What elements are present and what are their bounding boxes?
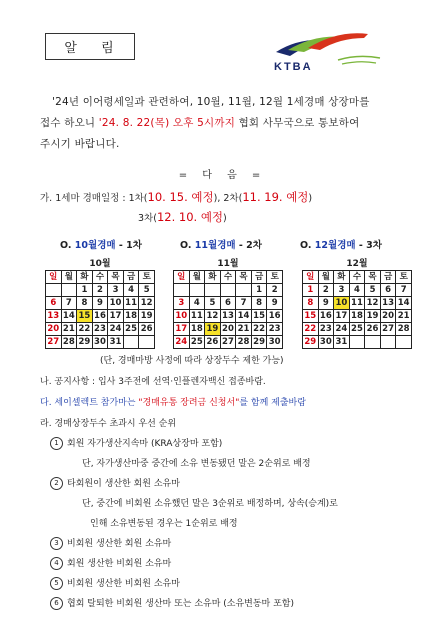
priority-text: 단, 자가생산마중 중간에 소유 변동됐던 말은 2순위로 배정 [82, 459, 311, 469]
weekday-cell: 화 [334, 271, 350, 284]
day-cell: 14 [397, 297, 410, 308]
weekday-cell: 화 [77, 271, 93, 284]
day-cell: 7 [61, 297, 77, 310]
day-cell: 1 [77, 284, 93, 297]
weekday-cell: 일 [174, 271, 190, 284]
day-cell: 26 [140, 323, 153, 334]
day-cell: 12 [366, 297, 379, 308]
priority-text: 비회원 생산한 회원 소유마 [67, 539, 172, 549]
heading-mark: O. [60, 240, 72, 251]
day-cell [349, 336, 365, 349]
day-cell: 15 [304, 310, 317, 321]
priority-item [50, 476, 180, 490]
day-cell: 28 [62, 336, 75, 347]
intro-paragraph [40, 92, 420, 155]
day-cell: 2 [267, 284, 283, 297]
calendar-october [45, 259, 155, 349]
priority-item [90, 516, 238, 529]
notice-title: 알 림 [45, 33, 135, 60]
day-cell: 26 [366, 323, 379, 334]
day-cell: 1 [251, 284, 267, 297]
day-cell: 20 [382, 310, 395, 321]
day-cell: 23 [94, 323, 106, 334]
day-cell: 21 [237, 323, 250, 334]
intro-line-2 [40, 113, 420, 134]
item-da-prefix: 다. 세이셀렉트 참가마는 [40, 398, 139, 408]
day-cell: 30 [94, 336, 106, 347]
day-cell: 17 [335, 310, 348, 321]
auction-day-cell: 15 [78, 310, 91, 321]
day-cell: 20 [222, 323, 234, 334]
schedule-third-suffix: ) [223, 213, 227, 224]
day-cell: 8 [303, 297, 319, 310]
day-cell: 8 [251, 297, 267, 310]
heading-mark: O. [300, 240, 312, 251]
priority-item [50, 436, 222, 450]
item-na: 나. 공지사항 : 입사 3주전에 선역·인플렌자백신 접종바람. [40, 377, 266, 387]
weekday-cell: 토 [267, 271, 283, 284]
day-cell: 13 [222, 310, 234, 321]
weekday-cell: 금 [251, 271, 267, 284]
day-cell: 3 [334, 284, 350, 297]
day-cell: 16 [268, 310, 281, 321]
priority-number-icon: 3 [50, 537, 63, 550]
priority-number-icon: 5 [50, 577, 63, 590]
schedule-second: 11. 19. 예정 [242, 190, 309, 204]
day-cell: 17 [109, 310, 122, 321]
deadline-text: '24. 8. 22(목) 오후 5시까지 [98, 117, 236, 129]
day-cell: 18 [190, 323, 203, 334]
day-cell: 22 [253, 323, 266, 334]
heading-round: - 3차 [355, 240, 382, 251]
auction-day-cell: 19 [206, 323, 219, 334]
day-cell: 3 [174, 297, 190, 310]
calendar-grid [45, 270, 155, 349]
item-ra: 라. 경매상장두수 초과시 우선 순위 [40, 419, 177, 429]
calendar-grid [302, 270, 412, 349]
day-cell: 24 [175, 336, 188, 347]
day-cell: 4 [349, 284, 365, 297]
intro-line-3: 주시기 바랍니다. [40, 138, 120, 150]
weekday-cell: 금 [380, 271, 396, 284]
weekday-cell: 목 [108, 271, 124, 284]
priority-text: 비회원 생산한 비회원 소유마 [67, 579, 180, 589]
day-cell: 27 [222, 336, 234, 347]
priority-item [82, 456, 311, 469]
intro-line-2-end: 협회 사무국으로 통보하여 [235, 117, 360, 129]
day-cell: 2 [92, 284, 108, 297]
day-cell: 23 [268, 323, 281, 334]
weekday-cell: 화 [205, 271, 221, 284]
day-cell: 25 [125, 323, 138, 334]
priority-number-icon: 1 [50, 437, 63, 450]
day-cell: 16 [319, 310, 332, 321]
day-cell: 20 [47, 323, 60, 334]
day-cell: 17 [175, 323, 188, 334]
schedule-prefix: 가. 1세마 경매일정 : 1차( [40, 193, 148, 204]
day-cell: 13 [47, 310, 60, 321]
day-cell: 5 [205, 297, 221, 310]
weekday-cell: 수 [92, 271, 108, 284]
day-cell: 7 [236, 297, 252, 310]
day-cell [61, 284, 77, 297]
day-cell: 8 [77, 297, 93, 310]
day-cell [174, 284, 190, 297]
day-cell: 24 [335, 323, 348, 334]
priority-item [50, 536, 171, 550]
priority-number-icon: 6 [50, 597, 63, 610]
day-cell: 5 [139, 284, 155, 297]
day-cell: 11 [351, 297, 363, 308]
day-cell: 7 [396, 284, 412, 297]
day-cell: 31 [335, 336, 348, 347]
day-cell: 6 [380, 284, 396, 297]
schedule-line-2 [138, 209, 227, 225]
day-cell: 5 [365, 284, 381, 297]
day-cell [365, 336, 381, 349]
day-cell: 29 [304, 336, 317, 347]
day-cell: 4 [189, 297, 205, 310]
calendar-month-name: 10월 [89, 259, 111, 269]
day-cell: 10 [175, 310, 188, 321]
day-cell: 19 [140, 310, 153, 321]
calendar-month-name: 12월 [346, 259, 368, 269]
item-da-suffix: 를 함께 제출바람 [239, 398, 306, 408]
day-cell [220, 284, 236, 297]
priority-text: 인해 소유변동된 경우는 1순위로 배정 [90, 519, 238, 529]
schedule-first: 10. 15. 예정 [147, 190, 214, 204]
day-cell: 29 [253, 336, 266, 347]
schedule-third-prefix: 3차( [138, 213, 157, 224]
calendar-heading-3 [300, 237, 382, 251]
day-cell: 25 [351, 323, 363, 334]
weekday-cell: 목 [365, 271, 381, 284]
schedule-third: 12. 10. 예정 [156, 210, 224, 224]
day-cell [236, 284, 252, 297]
schedule-line-1 [40, 189, 312, 205]
heading-round: - 2차 [235, 240, 262, 251]
day-cell: 3 [108, 284, 124, 297]
item-da-quote: "경매유통 장려금 신청서" [138, 398, 240, 408]
calendar-december [302, 259, 412, 349]
weekday-cell: 월 [61, 271, 77, 284]
weekday-cell: 토 [396, 271, 412, 284]
weekday-cell: 토 [139, 271, 155, 284]
calendar-caption: (단, 경매마방 사정에 따라 상장두수 제한 가능) [100, 356, 284, 366]
day-cell: 27 [382, 323, 395, 334]
day-cell [396, 336, 412, 349]
weekday-cell: 월 [318, 271, 334, 284]
day-cell: 25 [190, 336, 203, 347]
day-cell: 18 [351, 310, 363, 321]
day-cell: 11 [125, 297, 138, 308]
weekday-cell: 일 [303, 271, 319, 284]
day-cell: 14 [237, 310, 250, 321]
day-cell: 12 [140, 297, 153, 308]
priority-number-icon: 2 [50, 477, 63, 490]
calendar-heading-2 [180, 237, 262, 251]
intro-line-2-start: 접수 하오니 [40, 117, 99, 129]
day-cell: 12 [206, 310, 219, 321]
day-cell: 29 [78, 336, 91, 347]
priority-text: 회원 자가생산지속마 (KRA상장마 포함) [67, 439, 223, 449]
priority-text: 단, 중간에 비회원 소유했던 말은 3순위로 배정하며, 상속(승계)로 [82, 499, 338, 509]
day-cell: 9 [267, 297, 283, 310]
day-cell: 6 [46, 297, 62, 310]
section-divider-dadum: = 다 음 = [178, 170, 267, 181]
day-cell [380, 336, 396, 349]
day-cell: 27 [47, 336, 60, 347]
weekday-cell: 목 [236, 271, 252, 284]
priority-text: 타회원이 생산한 회원 소유마 [67, 479, 180, 489]
day-cell: 26 [206, 336, 219, 347]
priority-item [50, 556, 171, 570]
day-cell [189, 284, 205, 297]
schedule-mid2: ) [308, 193, 313, 204]
day-cell: 18 [125, 310, 138, 321]
priority-number-icon: 4 [50, 557, 63, 570]
weekday-cell: 일 [46, 271, 62, 284]
heading-month: 12월경매 [314, 240, 356, 251]
priority-item [82, 496, 338, 509]
day-cell: 14 [62, 310, 75, 321]
day-cell: 19 [366, 310, 379, 321]
day-cell: 28 [397, 323, 410, 334]
day-cell: 31 [109, 336, 122, 347]
weekday-cell: 월 [189, 271, 205, 284]
weekday-cell: 수 [349, 271, 365, 284]
schedule-mid1: ), 2차( [213, 193, 243, 204]
intro-line-1: '24년 이어령세일과 관련하여, 10월, 11월, 12월 1세경매 상장마를 [52, 96, 370, 108]
day-cell [139, 336, 155, 349]
priority-item [50, 576, 180, 590]
day-cell: 1 [303, 284, 319, 297]
priority-text: 협회 탈퇴한 비회원 생산마 또는 소유마 (소유변동마 포함) [67, 599, 295, 609]
day-cell: 11 [190, 310, 203, 321]
day-cell: 21 [62, 323, 75, 334]
day-cell [123, 336, 139, 349]
day-cell: 22 [304, 323, 317, 334]
weekday-cell: 수 [220, 271, 236, 284]
day-cell: 2 [318, 284, 334, 297]
calendar-november [173, 259, 283, 349]
day-cell: 10 [109, 297, 122, 308]
day-cell [46, 284, 62, 297]
calendar-month-name: 11월 [217, 259, 239, 269]
heading-round: - 1차 [115, 240, 142, 251]
day-cell: 23 [319, 323, 332, 334]
heading-month: 10월경매 [74, 240, 116, 251]
priority-item [50, 596, 294, 610]
logo-text: KTBA [274, 61, 313, 73]
day-cell: 15 [253, 310, 266, 321]
day-cell: 4 [123, 284, 139, 297]
priority-text: 회원 생산한 비회원 소유마 [67, 559, 172, 569]
item-da [40, 395, 306, 408]
day-cell: 24 [109, 323, 122, 334]
calendar-heading-1 [60, 237, 142, 251]
day-cell: 30 [319, 336, 332, 347]
calendar-grid [173, 270, 283, 349]
heading-mark: O. [180, 240, 192, 251]
day-cell: 9 [318, 297, 334, 310]
day-cell: 22 [78, 323, 91, 334]
day-cell: 13 [382, 297, 395, 308]
weekday-cell: 금 [123, 271, 139, 284]
day-cell: 9 [92, 297, 108, 310]
heading-month: 11월경매 [194, 240, 236, 251]
day-cell: 16 [94, 310, 106, 321]
day-cell: 28 [237, 336, 250, 347]
ktba-logo-icon [268, 30, 388, 82]
day-cell: 21 [397, 310, 410, 321]
auction-day-cell: 10 [335, 297, 348, 308]
day-cell: 6 [220, 297, 236, 310]
day-cell: 30 [268, 336, 281, 347]
day-cell [205, 284, 221, 297]
